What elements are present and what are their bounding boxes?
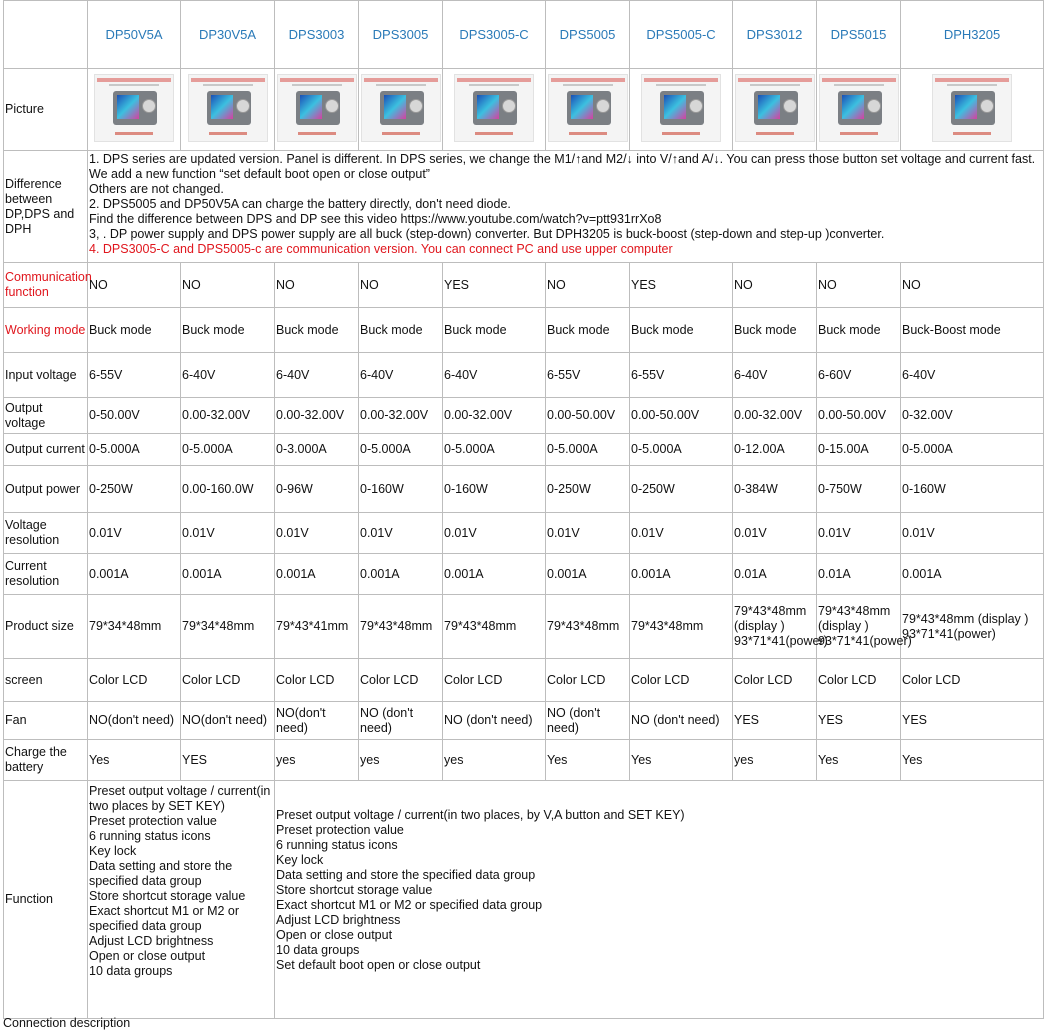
cell-charge: YES xyxy=(181,740,275,781)
row-label-output-power: Output power xyxy=(4,466,88,513)
row-charge xyxy=(4,740,1044,781)
cell-output-voltage: 0.00-32.00V xyxy=(443,398,546,434)
cell-input-voltage: 6-40V xyxy=(901,353,1044,398)
row-function xyxy=(4,781,1044,1019)
model-header: DPH3205 xyxy=(901,1,1044,69)
cell-output-power: 0-96W xyxy=(275,466,359,513)
product-picture-cell xyxy=(733,69,817,151)
cell-communication: YES xyxy=(630,263,733,308)
cell-voltage-resolution: 0.01V xyxy=(733,513,817,554)
cell-fan: NO(don't need) xyxy=(88,702,181,740)
cell-communication: YES xyxy=(443,263,546,308)
cell-current-resolution: 0.001A xyxy=(546,554,630,595)
cell-output-voltage: 0.00-32.00V xyxy=(181,398,275,434)
cell-output-voltage: 0.00-32.00V xyxy=(733,398,817,434)
function-item: Open or close output xyxy=(89,949,206,963)
row-product-size xyxy=(4,595,1044,659)
function-item: Set default boot open or close output xyxy=(276,958,481,972)
cell-product-size: 79*43*48mm (display ) 93*71*41(power) xyxy=(817,595,901,659)
row-label-output-voltage: Output voltage xyxy=(4,398,88,434)
product-image xyxy=(188,74,268,142)
cell-communication: NO xyxy=(88,263,181,308)
product-image xyxy=(641,74,721,142)
cell-fan: YES xyxy=(901,702,1044,740)
product-picture-cell xyxy=(443,69,546,151)
corner-cell xyxy=(4,1,88,69)
cell-screen: Color LCD xyxy=(817,659,901,702)
function-list-dps xyxy=(275,781,1044,1019)
cell-input-voltage: 6-40V xyxy=(733,353,817,398)
cell-output-voltage: 0.00-32.00V xyxy=(275,398,359,434)
row-screen xyxy=(4,659,1044,702)
cell-product-size: 79*34*48mm xyxy=(181,595,275,659)
row-label-charge: Charge the battery xyxy=(4,740,88,781)
model-header: DPS3005 xyxy=(359,1,443,69)
cell-output-current: 0-5.000A xyxy=(443,434,546,466)
cell-charge: Yes xyxy=(88,740,181,781)
product-picture-cell xyxy=(817,69,901,151)
cell-output-current: 0-5.000A xyxy=(359,434,443,466)
cell-charge: Yes xyxy=(630,740,733,781)
cell-output-voltage: 0.00-50.00V xyxy=(546,398,630,434)
difference-line: 3, . DP power supply and DPS power supply are all buck (step-down) converter. But DPH3205 is buck-boost (step-down and step-up )converter. xyxy=(89,227,885,241)
row-label-fan: Fan xyxy=(4,702,88,740)
product-picture-cell xyxy=(901,69,1044,151)
row-output-current xyxy=(4,434,1044,466)
cell-working-mode: Buck mode xyxy=(359,308,443,353)
function-item: Data setting and store the specified data group xyxy=(276,868,536,882)
product-picture-cell xyxy=(630,69,733,151)
function-item: 6 running status icons xyxy=(276,838,398,852)
row-fan xyxy=(4,702,1044,740)
cell-input-voltage: 6-55V xyxy=(630,353,733,398)
cell-communication: NO xyxy=(817,263,901,308)
difference-line: 2. DPS5005 and DP50V5A can charge the battery directly, don't need diode. xyxy=(89,197,511,211)
row-picture xyxy=(4,69,1044,151)
header-row xyxy=(4,1,1044,69)
function-item: Preset protection value xyxy=(89,814,217,828)
difference-line: Others are not changed. xyxy=(89,182,224,196)
model-header: DPS5005 xyxy=(546,1,630,69)
product-image xyxy=(94,74,174,142)
cell-current-resolution: 0.01A xyxy=(817,554,901,595)
cell-fan: NO (don't need) xyxy=(630,702,733,740)
cell-fan: YES xyxy=(733,702,817,740)
model-header: DP50V5A xyxy=(88,1,181,69)
cell-fan: NO (don't need) xyxy=(546,702,630,740)
cell-working-mode: Buck mode xyxy=(275,308,359,353)
function-item: Store shortcut storage value xyxy=(89,889,246,903)
row-label-difference: Difference between DP,DPS and DPH xyxy=(4,151,88,263)
row-output-voltage xyxy=(4,398,1044,434)
cell-screen: Color LCD xyxy=(88,659,181,702)
function-item: Preset output voltage / current(in two places by SET KEY) xyxy=(89,784,271,813)
cell-communication: NO xyxy=(181,263,275,308)
cell-current-resolution: 0.001A xyxy=(181,554,275,595)
model-header: DPS5015 xyxy=(817,1,901,69)
cell-voltage-resolution: 0.01V xyxy=(443,513,546,554)
cell-output-current: 0-5.000A xyxy=(630,434,733,466)
model-header: DPS5005-C xyxy=(630,1,733,69)
cell-product-size: 79*43*48mm xyxy=(359,595,443,659)
cell-voltage-resolution: 0.01V xyxy=(88,513,181,554)
cell-charge: Yes xyxy=(901,740,1044,781)
product-picture-cell xyxy=(546,69,630,151)
cell-charge: yes xyxy=(359,740,443,781)
function-item: Store shortcut storage value xyxy=(276,883,433,897)
function-item: 10 data groups xyxy=(89,964,173,978)
cell-output-power: 0.00-160.0W xyxy=(181,466,275,513)
cell-voltage-resolution: 0.01V xyxy=(181,513,275,554)
function-item: Open or close output xyxy=(276,928,393,942)
cell-working-mode: Buck mode xyxy=(546,308,630,353)
cell-fan: NO (don't need) xyxy=(359,702,443,740)
cell-product-size: 79*43*48mm xyxy=(443,595,546,659)
cell-screen: Color LCD xyxy=(901,659,1044,702)
cell-working-mode: Buck mode xyxy=(630,308,733,353)
product-picture-cell xyxy=(181,69,275,151)
cell-current-resolution: 0.01A xyxy=(733,554,817,595)
cell-voltage-resolution: 0.01V xyxy=(817,513,901,554)
cell-screen: Color LCD xyxy=(359,659,443,702)
cell-output-voltage: 0-50.00V xyxy=(88,398,181,434)
cell-output-power: 0-160W xyxy=(359,466,443,513)
function-item: Preset protection value xyxy=(276,823,404,837)
row-difference xyxy=(4,151,1044,263)
cell-charge: yes xyxy=(443,740,546,781)
cell-output-current: 0-3.000A xyxy=(275,434,359,466)
row-input-voltage xyxy=(4,353,1044,398)
cell-output-voltage: 0.00-50.00V xyxy=(817,398,901,434)
cell-product-size: 79*34*48mm xyxy=(88,595,181,659)
cell-input-voltage: 6-40V xyxy=(275,353,359,398)
cell-output-power: 0-384W xyxy=(733,466,817,513)
cell-output-current: 0-5.000A xyxy=(901,434,1044,466)
connection-description-heading: Connection description xyxy=(3,1016,131,1030)
function-list-dp xyxy=(88,781,275,1019)
cell-voltage-resolution: 0.01V xyxy=(275,513,359,554)
cell-current-resolution: 0.001A xyxy=(630,554,733,595)
difference-line: 1. DPS series are updated version. Panel is different. In DPS series, we change the M1/↑and M2/↓ into V/↑and A/↓. You can press those button set voltage and current fast. We add a new function “set default boot open or close output” xyxy=(89,152,1036,181)
row-label-output-current: Output current xyxy=(4,434,88,466)
cell-communication: NO xyxy=(733,263,817,308)
row-label-working-mode: Working mode xyxy=(4,308,88,353)
cell-charge: Yes xyxy=(817,740,901,781)
cell-input-voltage: 6-55V xyxy=(546,353,630,398)
cell-current-resolution: 0.001A xyxy=(901,554,1044,595)
difference-text xyxy=(88,151,1044,263)
cell-working-mode: Buck mode xyxy=(443,308,546,353)
product-image xyxy=(735,74,815,142)
cell-output-current: 0-5.000A xyxy=(88,434,181,466)
cell-product-size: 79*43*48mm (display ) 93*71*41(power) xyxy=(901,595,1044,659)
function-item: Preset output voltage / current(in two places, by V,A button and SET KEY) xyxy=(276,808,685,822)
cell-input-voltage: 6-55V xyxy=(88,353,181,398)
cell-screen: Color LCD xyxy=(733,659,817,702)
cell-voltage-resolution: 0.01V xyxy=(359,513,443,554)
cell-current-resolution: 0.001A xyxy=(275,554,359,595)
cell-product-size: 79*43*48mm xyxy=(630,595,733,659)
cell-current-resolution: 0.001A xyxy=(443,554,546,595)
cell-output-current: 0-5.000A xyxy=(546,434,630,466)
cell-output-power: 0-750W xyxy=(817,466,901,513)
row-label-picture: Picture xyxy=(4,69,88,151)
function-item: Adjust LCD brightness xyxy=(276,913,401,927)
cell-fan: NO(don't need) xyxy=(275,702,359,740)
model-header: DPS3005-C xyxy=(443,1,546,69)
row-label-current-resolution: Current resolution xyxy=(4,554,88,595)
cell-current-resolution: 0.001A xyxy=(88,554,181,595)
row-voltage-resolution xyxy=(4,513,1044,554)
cell-output-power: 0-250W xyxy=(88,466,181,513)
cell-screen: Color LCD xyxy=(630,659,733,702)
cell-charge: yes xyxy=(733,740,817,781)
difference-line: Find the difference between DPS and DP see this video https://www.youtube.com/watch?v=ptt931rrXo8 xyxy=(89,212,662,226)
row-label-communication: Communication function xyxy=(4,263,88,308)
product-picture-cell xyxy=(275,69,359,151)
cell-screen: Color LCD xyxy=(181,659,275,702)
cell-input-voltage: 6-40V xyxy=(181,353,275,398)
row-label-input-voltage: Input voltage xyxy=(4,353,88,398)
cell-input-voltage: 6-60V xyxy=(817,353,901,398)
difference-line: 4. DPS3005-C and DPS5005-c are communication version. You can connect PC and use upper computer xyxy=(89,242,673,256)
cell-communication: NO xyxy=(275,263,359,308)
cell-screen: Color LCD xyxy=(443,659,546,702)
cell-communication: NO xyxy=(359,263,443,308)
dps-comparison-table xyxy=(3,0,1044,1019)
cell-voltage-resolution: 0.01V xyxy=(630,513,733,554)
cell-product-size: 79*43*48mm xyxy=(546,595,630,659)
function-item: Key lock xyxy=(276,853,324,867)
cell-fan: YES xyxy=(817,702,901,740)
product-image xyxy=(361,74,441,142)
cell-fan: NO(don't need) xyxy=(181,702,275,740)
function-item: Data setting and store the specified data group xyxy=(89,859,233,888)
cell-working-mode: Buck mode xyxy=(88,308,181,353)
product-image xyxy=(277,74,357,142)
cell-output-power: 0-160W xyxy=(901,466,1044,513)
cell-working-mode: Buck mode xyxy=(733,308,817,353)
function-item: Exact shortcut M1 or M2 or specified data group xyxy=(276,898,543,912)
function-item: Adjust LCD brightness xyxy=(89,934,214,948)
cell-output-voltage: 0-32.00V xyxy=(901,398,1044,434)
cell-output-power: 0-250W xyxy=(630,466,733,513)
cell-screen: Color LCD xyxy=(546,659,630,702)
cell-output-power: 0-250W xyxy=(546,466,630,513)
function-item: Exact shortcut M1 or M2 or specified data group xyxy=(89,904,240,933)
cell-product-size: 79*43*41mm xyxy=(275,595,359,659)
cell-output-current: 0-5.000A xyxy=(181,434,275,466)
row-label-product-size: Product size xyxy=(4,595,88,659)
cell-output-current: 0-15.00A xyxy=(817,434,901,466)
product-image xyxy=(454,74,534,142)
cell-fan: NO (don't need) xyxy=(443,702,546,740)
cell-communication: NO xyxy=(901,263,1044,308)
cell-communication: NO xyxy=(546,263,630,308)
model-header: DPS3003 xyxy=(275,1,359,69)
row-communication xyxy=(4,263,1044,308)
cell-output-power: 0-160W xyxy=(443,466,546,513)
row-label-voltage-resolution: Voltage resolution xyxy=(4,513,88,554)
product-picture-cell xyxy=(88,69,181,151)
row-working-mode xyxy=(4,308,1044,353)
row-label-screen: screen xyxy=(4,659,88,702)
function-item: 6 running status icons xyxy=(89,829,211,843)
cell-voltage-resolution: 0.01V xyxy=(901,513,1044,554)
cell-input-voltage: 6-40V xyxy=(359,353,443,398)
cell-output-voltage: 0.00-32.00V xyxy=(359,398,443,434)
cell-working-mode: Buck mode xyxy=(181,308,275,353)
cell-input-voltage: 6-40V xyxy=(443,353,546,398)
cell-charge: yes xyxy=(275,740,359,781)
cell-output-current: 0-12.00A xyxy=(733,434,817,466)
function-item: 10 data groups xyxy=(276,943,360,957)
cell-voltage-resolution: 0.01V xyxy=(546,513,630,554)
comparison-table-container xyxy=(3,0,1036,1016)
cell-charge: Yes xyxy=(546,740,630,781)
cell-working-mode: Buck-Boost mode xyxy=(901,308,1044,353)
function-item: Key lock xyxy=(89,844,137,858)
cell-output-voltage: 0.00-50.00V xyxy=(630,398,733,434)
cell-current-resolution: 0.001A xyxy=(359,554,443,595)
product-image xyxy=(932,74,1012,142)
product-picture-cell xyxy=(359,69,443,151)
row-current-resolution xyxy=(4,554,1044,595)
row-output-power xyxy=(4,466,1044,513)
cell-working-mode: Buck mode xyxy=(817,308,901,353)
product-image xyxy=(819,74,899,142)
model-header: DPS3012 xyxy=(733,1,817,69)
row-label-function: Function xyxy=(4,781,88,1019)
model-header: DP30V5A xyxy=(181,1,275,69)
cell-screen: Color LCD xyxy=(275,659,359,702)
cell-product-size: 79*43*48mm (display ) 93*71*41(power) xyxy=(733,595,817,659)
product-image xyxy=(548,74,628,142)
